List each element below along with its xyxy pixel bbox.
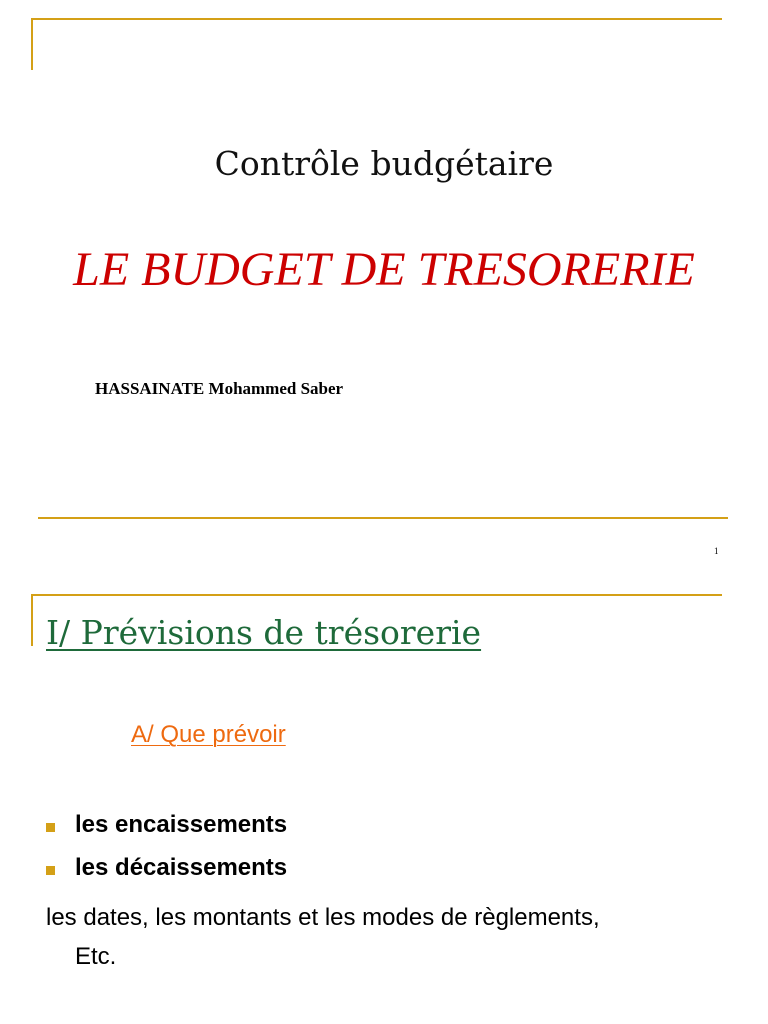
bullet-text: les encaissements: [75, 811, 288, 838]
square-bullet-icon: [46, 823, 55, 832]
author-name: HASSAINATE Mohammed Saber: [95, 379, 344, 398]
top-rule: [31, 594, 722, 596]
top-rule: [31, 18, 722, 20]
bottom-rule: [38, 517, 728, 519]
page-number: 1: [714, 546, 719, 556]
body-line: les dates, les montants et les modes de règlements,: [46, 904, 600, 931]
left-rule: [31, 18, 33, 70]
content-slide: [0, 580, 768, 1024]
left-rule: [31, 594, 33, 646]
bullet-item: [46, 854, 287, 882]
body-line: Etc.: [75, 943, 117, 970]
section-title: I/ Prévisions de trésorerie: [46, 613, 482, 652]
body-paragraph: [46, 898, 726, 976]
subsection-title: A/ Que prévoir: [131, 721, 286, 748]
bullet-text: les décaissements: [75, 854, 288, 881]
slide-subtitle: Contrôle budgétaire: [214, 144, 554, 183]
square-bullet-icon: [46, 866, 55, 875]
bullet-item: [46, 811, 287, 839]
slide-title: LE BUDGET DE TRESORERIE: [73, 243, 695, 296]
